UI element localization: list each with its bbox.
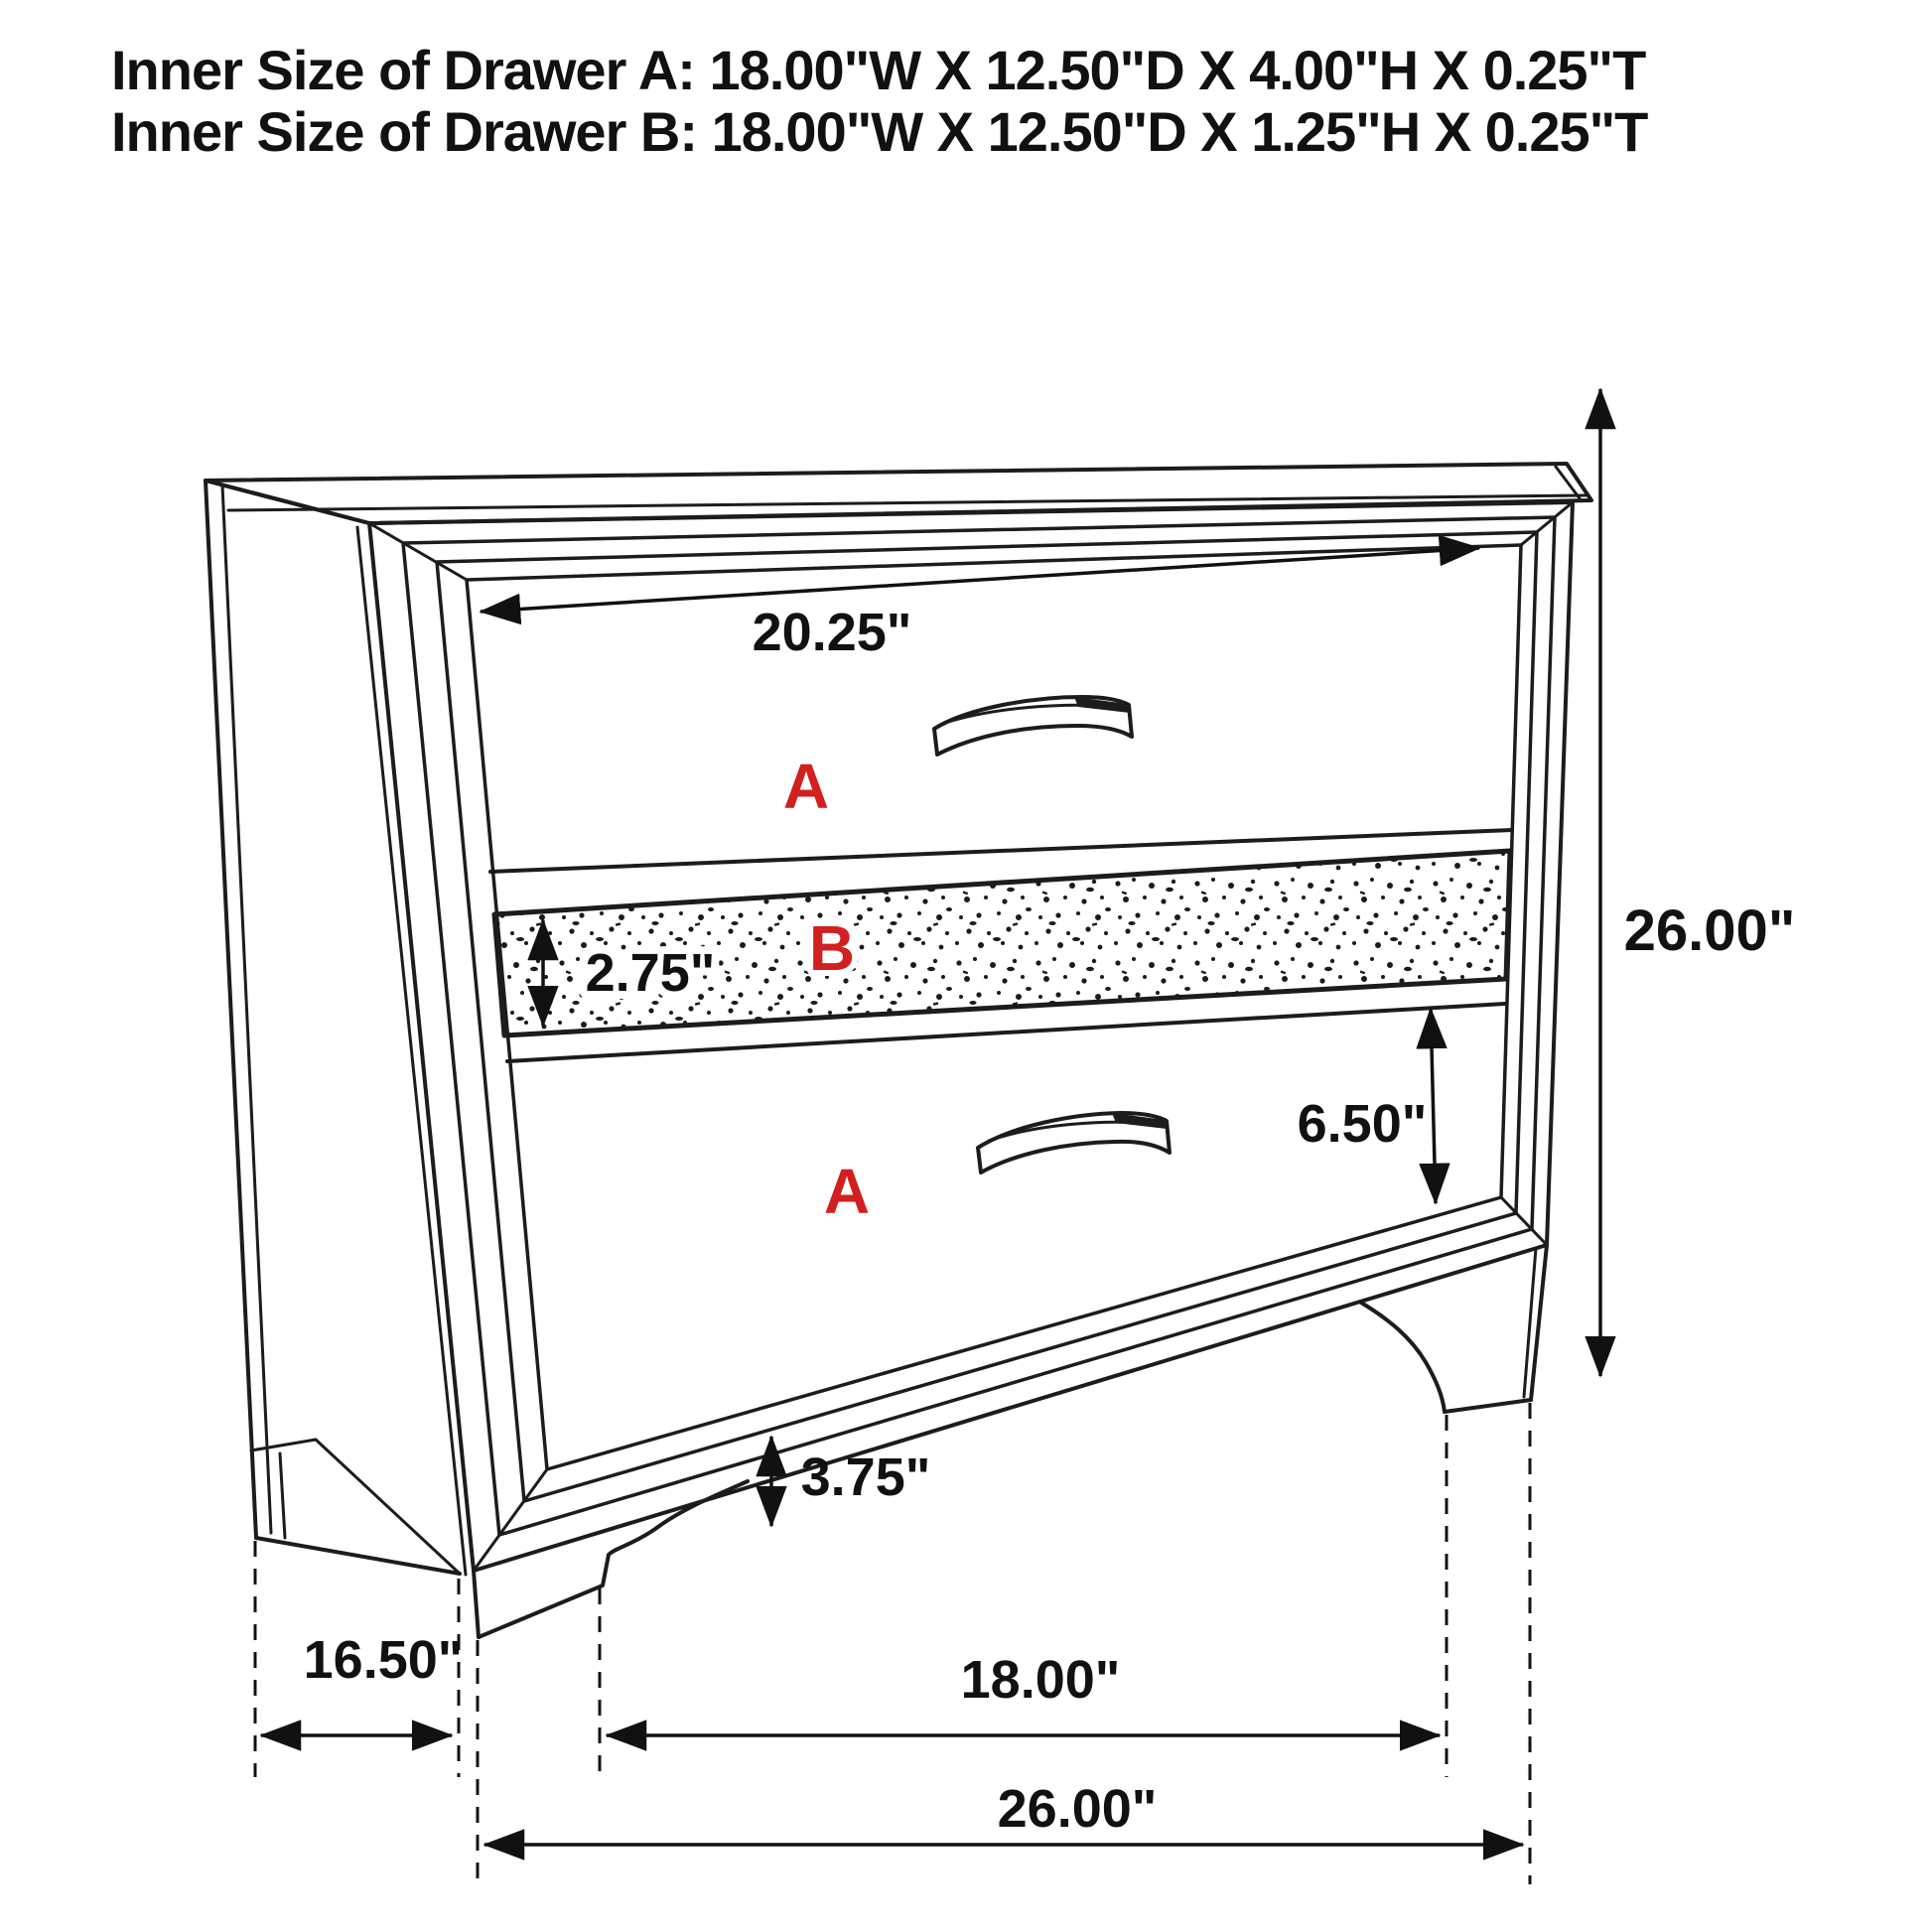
drawer-b-inner-size-heading: Inner Size of Drawer B: 18.00"W X 12.50"D X 1.25"H X 0.25"T <box>111 100 1648 163</box>
foot-right-curve <box>1361 1303 1445 1412</box>
band-height-label: 2.75" <box>585 943 716 1003</box>
back-leg-notch <box>251 1440 316 1450</box>
miter-top-left <box>369 523 467 580</box>
side-panel <box>206 481 466 1575</box>
back-leg-edge <box>280 1453 285 1538</box>
dimension-labels <box>304 603 1796 1839</box>
drawer-a-bottom-label: A <box>823 1156 871 1227</box>
top-slab-corner-line <box>1556 467 1580 498</box>
drawer-a-inner-size-heading: Inner Size of Drawer A: 18.00"W X 12.50"D X 4.00"H X 0.25"T <box>111 39 1646 101</box>
foot-right-bottom <box>1445 1400 1531 1412</box>
foot-left-frame-edge <box>474 1571 479 1637</box>
drawer-a-top-label: A <box>782 751 830 822</box>
foot-height-label: 3.75" <box>800 1448 931 1507</box>
top-width-label: 20.25" <box>752 603 912 662</box>
dim-arrow-lower-drawer-height <box>1431 1009 1436 1203</box>
side-depth-label: 16.50" <box>303 1630 464 1690</box>
miter-bottom-left <box>474 1469 547 1571</box>
lower-drawer-height-label: 6.50" <box>1297 1094 1428 1154</box>
drawer-b-label: B <box>808 912 856 984</box>
miter-top-right <box>1521 502 1573 545</box>
foot-left <box>479 1481 748 1637</box>
leg-span-label: 18.00" <box>960 1650 1121 1710</box>
total-height-label: 26.00" <box>1623 898 1796 963</box>
feet <box>474 1245 1547 1637</box>
total-width-label: 26.00" <box>997 1779 1158 1839</box>
